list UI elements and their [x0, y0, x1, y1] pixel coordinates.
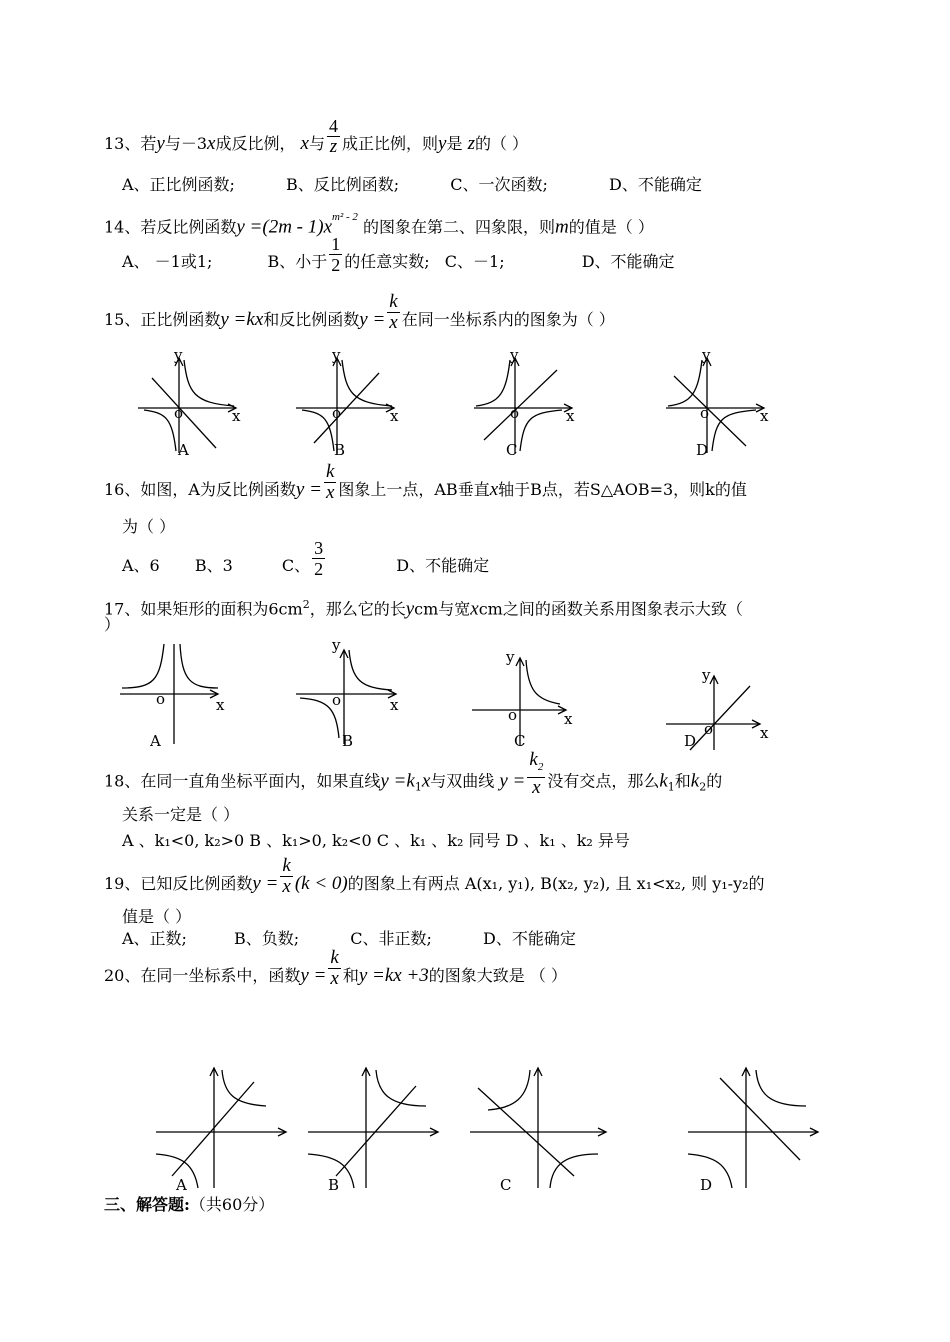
q20-graph-d	[686, 1064, 826, 1194]
axis-x-label: x	[390, 696, 399, 714]
option-a: A、正数;	[122, 929, 187, 948]
fraction	[324, 462, 336, 503]
q18-options	[122, 830, 630, 852]
option-c: C、	[281, 556, 311, 575]
subscript: 1	[414, 780, 422, 794]
q18-text: 18、在同一直角坐标平面内，如果直线	[104, 771, 381, 791]
var-y: y	[156, 133, 165, 154]
axis-x-label: x	[760, 724, 769, 742]
option-d: D、不能确定	[396, 556, 490, 575]
formula: y =	[252, 873, 279, 894]
q16-text: 为（ ）	[122, 517, 176, 536]
origin-label: o	[700, 404, 710, 422]
formula: y =	[295, 479, 322, 500]
q17-graph-a	[118, 638, 238, 748]
q17-line	[104, 594, 743, 620]
q18-line	[104, 749, 723, 799]
origin-label: o	[174, 404, 184, 422]
origin-label: o	[332, 404, 342, 422]
graph-label-b: B	[328, 1176, 340, 1194]
q17-text: cm与宽	[414, 599, 471, 619]
axis-y-label: y	[506, 648, 515, 666]
axis-x-label: x	[390, 407, 399, 425]
option-d: D、不能确定	[483, 929, 576, 948]
origin-label: o	[508, 706, 518, 724]
q20-text: 的图象大致是 （ ）	[428, 966, 567, 985]
frac-den: x	[389, 312, 398, 333]
superscript: 2	[302, 598, 310, 611]
formula: x	[421, 770, 431, 792]
q13-text: 成反比例，	[215, 134, 296, 153]
fraction	[312, 538, 325, 579]
q19-text: 值是（ ）	[122, 907, 192, 926]
frac-num	[527, 750, 545, 778]
graph-label-c: C	[500, 1176, 512, 1194]
axis-x-label: x	[760, 407, 769, 425]
graph-label-b: B	[334, 441, 346, 459]
q15-graph-d	[664, 348, 774, 458]
option-c: C、一次函数;	[450, 175, 548, 194]
var-x: x	[207, 133, 216, 154]
q13-text: 与－3	[164, 134, 207, 153]
var-x: x	[470, 598, 479, 620]
q20-line	[104, 947, 567, 989]
section-title: 三、解答题:	[104, 1195, 190, 1214]
origin-label: o	[704, 720, 714, 738]
formula: y =(2m - 1)x	[236, 216, 333, 238]
var-y: y	[405, 598, 415, 620]
axis-y-label: y	[332, 636, 341, 654]
frac-den: x	[282, 876, 291, 897]
graph-label-d: D	[696, 441, 709, 459]
section-note: （共60分）	[189, 1195, 275, 1214]
option-a: A、 －1或1;	[122, 252, 213, 271]
axis-y-label: y	[174, 346, 183, 364]
q13-line	[104, 116, 529, 157]
q13-text: 成正比例，则	[342, 134, 439, 153]
q15-graph-a	[136, 348, 246, 458]
q16-text: 16、如图，A为反比例函数	[104, 480, 296, 499]
var-y: y	[438, 133, 447, 154]
q18-text: 和	[674, 771, 691, 791]
q15-line	[104, 291, 615, 333]
graph-label-d: D	[700, 1176, 713, 1194]
formula: y =	[359, 309, 386, 330]
q17-text: 17、如果矩形的面积为6cm	[104, 599, 303, 619]
q14-text: 14、若反比例函数	[104, 217, 237, 237]
graph-label-a: A	[150, 732, 161, 750]
q14-options	[122, 234, 675, 275]
option-a: A、正比例函数;	[122, 175, 235, 194]
axis-x-label: x	[564, 710, 573, 728]
q20-graph-a	[154, 1064, 294, 1194]
q16-text: 轴于B点，若S△AOB=3，则k的值	[498, 480, 747, 499]
q13-text: 与	[308, 134, 325, 153]
formula: y =kx +3	[358, 965, 429, 986]
origin-label: o	[510, 404, 520, 422]
formula: y =k	[380, 770, 415, 792]
q17-graph-c	[470, 650, 590, 750]
q18-line2	[122, 804, 239, 826]
q13-text: 13、若	[104, 134, 157, 153]
axis-y-label: y	[332, 346, 341, 364]
frac-den: 2	[314, 559, 324, 579]
axis-y-label: y	[510, 346, 519, 364]
q17-line2	[104, 614, 120, 636]
frac-num: 3	[314, 538, 324, 558]
var-m: m	[555, 216, 569, 238]
graph-label-c: C	[506, 441, 518, 459]
q15-graph-c	[472, 348, 582, 458]
q19-text: 19、已知反比例函数	[104, 874, 253, 893]
origin-label: o	[156, 690, 166, 708]
q14-text: 的值是（ ）	[568, 217, 654, 237]
fraction	[327, 116, 340, 157]
formula: y =kx	[220, 309, 264, 330]
frac-num-k: k	[529, 749, 538, 770]
q15-graph-b	[294, 348, 404, 458]
q16-line	[104, 461, 747, 503]
section-3-heading	[104, 1194, 274, 1216]
q14-text: 的图象在第二、四象限，则	[363, 217, 556, 237]
fraction	[280, 856, 292, 897]
condition: (k < 0)	[294, 873, 348, 894]
q20-graph-b	[306, 1064, 446, 1194]
q17-graph-b	[294, 638, 414, 748]
var-k: k	[690, 770, 700, 792]
axis-x-label: x	[232, 407, 241, 425]
frac-num: k	[282, 855, 291, 876]
q15-text: 在同一坐标系内的图象为（ ）	[401, 310, 615, 329]
fraction	[387, 292, 399, 333]
option-c: C、非正数;	[350, 929, 432, 948]
subscript: 2	[537, 760, 544, 773]
frac-den: x	[330, 968, 339, 989]
formula: y =	[300, 965, 327, 986]
q19-line	[104, 855, 765, 897]
subscript: 1	[667, 780, 675, 794]
fraction	[328, 948, 340, 989]
option-b: B、反比例函数;	[286, 175, 400, 194]
option-b: B、负数;	[234, 929, 300, 948]
option-b: B、3	[194, 556, 233, 575]
frac-num: k	[389, 291, 398, 312]
q18-text: 的	[706, 771, 723, 791]
fraction	[527, 750, 545, 798]
axis-x-label: x	[566, 407, 575, 425]
option-b-text: 的任意实数;	[344, 252, 430, 271]
option-d: D、不能确定	[581, 252, 675, 271]
origin-label: o	[332, 691, 342, 709]
frac-num: k	[330, 947, 339, 968]
q16-text: 图象上一点，AB垂直	[338, 480, 490, 499]
fraction	[329, 234, 342, 275]
var-x: x	[489, 479, 499, 500]
q13-text: 是	[446, 134, 463, 153]
q13-options	[122, 174, 702, 196]
q16-line2	[122, 516, 175, 538]
var-z: z	[467, 133, 475, 154]
frac-den: 2	[331, 255, 341, 275]
subscript: 2	[699, 780, 707, 794]
q13-text: 的（ ）	[474, 134, 529, 153]
frac-num: 4	[329, 116, 338, 136]
q20-text: 和	[342, 966, 359, 985]
q18-text: 关系一定是（ ）	[122, 805, 240, 824]
q16-options	[122, 538, 490, 579]
q17-text: ，那么它的长	[309, 599, 406, 619]
frac-num: 1	[331, 234, 341, 254]
graph-label-c: C	[514, 732, 526, 750]
q19-line2	[122, 906, 191, 928]
frac-num: k	[325, 461, 335, 482]
axis-y-label: y	[702, 346, 711, 364]
graph-label-a: A	[178, 441, 189, 459]
q17-text: ）	[104, 615, 121, 634]
q15-text: 和反比例函数	[263, 310, 360, 329]
graph-label-d: D	[684, 732, 697, 750]
var-x: x	[300, 133, 309, 154]
frac-den: z	[329, 136, 338, 157]
option-c: C、－1;	[444, 252, 505, 271]
q14-line	[104, 212, 654, 238]
exponent: m² - 2	[332, 211, 358, 223]
axis-x-label: x	[216, 696, 225, 714]
option-b: B、小于	[267, 252, 328, 271]
frac-den: x	[325, 482, 335, 503]
frac-den: x	[532, 776, 541, 798]
q19-text: 的图象上有两点 A(x₁, y₁), B(x₂, y₂), 且 x₁<x₂, 则 y₁-y₂的	[347, 874, 765, 893]
q17-text: cm之间的函数关系用图象表示大致（	[478, 599, 743, 619]
q17-graph-d	[664, 666, 784, 752]
option-a: A、6	[122, 556, 160, 575]
option-d: D、不能确定	[609, 175, 702, 194]
formula: y =	[499, 770, 526, 792]
graph-label-a: A	[176, 1176, 187, 1194]
q15-text: 15、正比例函数	[104, 310, 221, 329]
q20-graph-c	[468, 1064, 618, 1194]
axis-y-label: y	[702, 666, 711, 684]
q20-text: 20、在同一坐标系中，函数	[104, 966, 301, 985]
q18-text: 没有交点，那么	[547, 771, 660, 791]
q18-options-text: A 、k₁<0, k₂>0 B 、k₁>0, k₂<0 C 、k₁ 、k₂ 同号 D 、k₁ 、k₂ 异号	[122, 831, 630, 850]
var-k: k	[659, 770, 668, 792]
q19-options	[122, 928, 576, 950]
graph-label-b: B	[342, 732, 354, 750]
q18-text: 与双曲线	[430, 771, 495, 791]
